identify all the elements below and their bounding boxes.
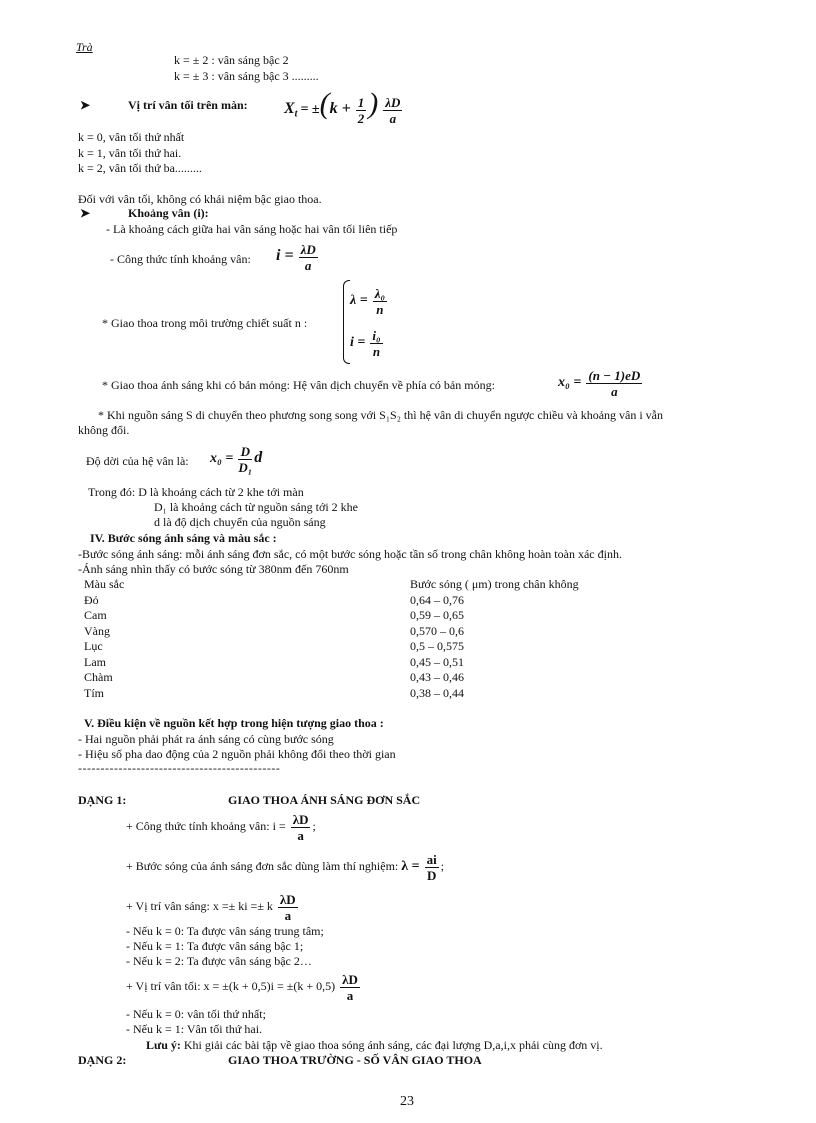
half-num: 1 [357, 94, 365, 110]
fringe-num: λD [300, 241, 316, 257]
bright-note-k1: - Nếu k = 1: Ta được vân sáng bậc 1; [126, 939, 304, 953]
source-move-line2: không đổi. [78, 423, 130, 437]
f3-num: λD [279, 891, 296, 907]
thin-num: (n − 1)eD [588, 367, 641, 383]
table-row-range: 0,64 – 0,76 [410, 593, 464, 607]
half-den: 2 [357, 110, 365, 126]
f1-fraction [291, 812, 311, 843]
bullet-arrow-icon: ➤ [80, 98, 91, 112]
f1-den: a [297, 827, 304, 843]
shift-label: Độ dời của hệ vân là: [86, 454, 189, 468]
fringe-den: a [304, 257, 312, 273]
formula-x-sub: t [294, 108, 298, 120]
bright-note-k2: - Nếu k = 2: Ta được vân sáng bậc 2… [126, 954, 312, 968]
bullet-arrow-icon-2: ➤ [80, 206, 91, 220]
dang1-formula4 [126, 966, 362, 1006]
f1-tail: ; [312, 819, 316, 833]
source-move-line1: * Khi nguồn sáng S di chuyển theo phương song song với S₁S₂ thì hệ vân di chuyển ngược chiều và khoảng vân i vẫn [98, 408, 664, 422]
dark-note-k1: - Nếu k = 1: Vân tối thứ hai. [126, 1022, 263, 1036]
medium-i-fraction [370, 328, 382, 359]
medium-i-num: i₀ [372, 327, 381, 343]
formula-pm: = ± [300, 102, 320, 117]
medium-i-den: n [372, 343, 381, 359]
table-header-wavelength: Bước sóng ( μm) trong chân không [410, 577, 579, 591]
f2-text: + Bước sóng của ánh sáng đơn sắc dùng làm thí nghiệm: [126, 859, 399, 873]
dang1-formula3 [126, 886, 300, 926]
section5-title: V. Điều kiện về nguồn kết hợp trong hiện tượng giao thoa : [84, 716, 384, 730]
bright-k3: k = ± 3 : vân sáng bậc 3 ......... [174, 69, 319, 83]
section4-line2: -Ánh sáng nhìn thấy có bước sóng từ 380nm đến 760nm [78, 562, 349, 576]
formula-paren-right: ) [368, 87, 379, 120]
table-row-range: 0,59 – 0,65 [410, 608, 464, 622]
dang1-formula1 [126, 806, 316, 846]
tra-word: Trà [76, 40, 93, 54]
separator-dashes: --------------------------------------------- [78, 761, 281, 775]
shift-d: d [254, 449, 263, 466]
fringe-formula [276, 236, 320, 276]
section5-line1: - Hai nguồn phải phát ra ánh sáng có cùng bước sóng [78, 732, 334, 746]
dark-k1: k = 1, vân tối thứ hai. [78, 146, 182, 160]
section5-line2: - Hiệu số pha dao động của 2 nguồn phải không đổi theo thời gian [78, 747, 396, 761]
f2-tail: ; [440, 859, 445, 873]
medium-label: * Giao thoa trong môi trường chiết suất n : [102, 316, 308, 330]
table-row-color: Lam [84, 655, 106, 669]
units-note [146, 1038, 603, 1052]
f2-fraction [425, 852, 439, 883]
shift-formula [210, 436, 262, 481]
dang2-label: DẠNG 2: [78, 1053, 127, 1067]
medium-i-formula [350, 324, 385, 361]
fringe-spacing-def: - Là khoảng cách giữa hai vân sáng hoặc hai vân tối liên tiếp [106, 222, 398, 236]
where-line3: d là độ dịch chuyển của nguồn sáng [154, 515, 326, 529]
table-row-color: Cam [84, 608, 107, 622]
fringe-fraction [299, 242, 318, 273]
formula-x: X [284, 100, 295, 117]
f4-num: λD [342, 971, 358, 987]
f4-den: a [346, 987, 354, 1003]
table-row-color: Đỏ [84, 593, 99, 607]
thin-plate-text: * Giao thoa ánh sáng khi có bản mỏng: Hệ vân dịch chuyển về phía có bản mỏng: [102, 378, 495, 392]
dark-fringe-title: Vị trí vân tối trên màn: [128, 98, 248, 112]
where-line1: Trong đó: D là khoảng cách từ 2 khe tới màn [88, 485, 304, 499]
fringe-spacing-title: Khoảng vân (i): [128, 206, 209, 220]
medium-l-num: λ₀ [374, 285, 386, 301]
dark-fringe-formula [284, 84, 404, 134]
medium-l-den: n [376, 301, 384, 317]
dang1-formula2 [126, 846, 444, 887]
table-row-range: 0,570 – 0,6 [410, 624, 464, 638]
table-row-range: 0,5 – 0,575 [410, 639, 464, 653]
bright-k2: k = ± 2 : vân sáng bậc 2 [174, 53, 289, 67]
f1-text: + Công thức tính khoảng vân: i = [126, 819, 286, 833]
table-row-color: Vàng [84, 624, 110, 638]
medium-l-fraction [373, 286, 387, 317]
table-row-range: 0,38 – 0,44 [410, 686, 464, 700]
brace-icon [343, 280, 350, 364]
formula-k: k + [329, 100, 351, 117]
dang1-label: DẠNG 1: [78, 793, 127, 807]
f3-fraction [278, 892, 298, 923]
lambda-num: λD [385, 94, 401, 110]
table-row-color: Chàm [84, 670, 113, 684]
thin-fraction [586, 368, 642, 399]
f4-text: + Vị trí vân tối: x = ±(k + 0,5)i = ±(k + 0,5) [126, 979, 336, 993]
dark-note: Đối với vân tối, không có khái niệm bậc giao thoa. [78, 192, 322, 206]
dark-k0: k = 0, vân tối thứ nhất [78, 130, 185, 144]
fringe-formula-label: - Công thức tính khoảng vân: [110, 252, 251, 266]
table-row-color: Tím [84, 686, 104, 700]
f3-den: a [284, 907, 292, 923]
shift-fraction [238, 444, 252, 475]
shift-lhs: x₀ = [210, 451, 234, 466]
units-note-text: Khi giải các bài tập về giao thoa sóng ánh sáng, các đại lượng D,a,i,x phải cùng đơn vị. [180, 1038, 603, 1052]
half-fraction [356, 95, 367, 126]
f2-den: D [426, 867, 437, 883]
shift-num: D [238, 444, 252, 460]
shift-den: D₁ [238, 459, 253, 475]
table-row-color: Lục [84, 639, 103, 653]
lambda-den: a [389, 110, 397, 126]
dang2-title: GIAO THOA TRƯỜNG - SỐ VÂN GIAO THOA [228, 1053, 482, 1067]
dark-k2: k = 2, vân tối thứ ba......... [78, 161, 202, 175]
page-number: 23 [400, 1094, 414, 1109]
f2-num: ai [426, 851, 437, 867]
dang1-title: GIAO THOA ÁNH SÁNG ĐƠN SẮC [228, 793, 421, 807]
table-row-range: 0,45 – 0,51 [410, 655, 464, 669]
f2-lhs: λ = [401, 859, 420, 874]
where-line2: D₁ là khoảng cách từ nguồn sáng tới 2 khe [154, 500, 358, 514]
formula-paren-left: ( [319, 87, 330, 120]
f4-fraction [340, 972, 360, 1003]
thin-plate-formula [558, 362, 644, 403]
f3-text: + Vị trí vân sáng: x =± ki =± k [126, 899, 273, 913]
medium-i-lhs: i = [350, 335, 366, 350]
lambda-fraction [383, 95, 402, 126]
medium-lambda-formula [350, 282, 389, 319]
thin-den: a [611, 383, 618, 399]
fringe-formula-lhs: i = [276, 247, 294, 264]
table-header-color: Màu sắc [84, 577, 125, 591]
table-row-range: 0,43 – 0,46 [410, 670, 464, 684]
units-note-label: Lưu ý: [146, 1038, 181, 1052]
thin-lhs: x₀ = [558, 375, 582, 390]
section4-title: IV. Bước sóng ánh sáng và màu sắc : [90, 531, 277, 545]
section4-line1: -Bước sóng ánh sáng: mỗi ánh sáng đơn sắc, có một bước sóng hoặc tần số trong chân không hoàn toàn xác định. [78, 547, 622, 561]
dark-note-k0: - Nếu k = 0: vân tối thứ nhất; [126, 1007, 266, 1021]
f1-num: λD [292, 811, 309, 827]
bright-note-k0: - Nếu k = 0: Ta được vân sáng trung tâm; [126, 924, 324, 938]
medium-l-lhs: λ = [350, 293, 368, 308]
